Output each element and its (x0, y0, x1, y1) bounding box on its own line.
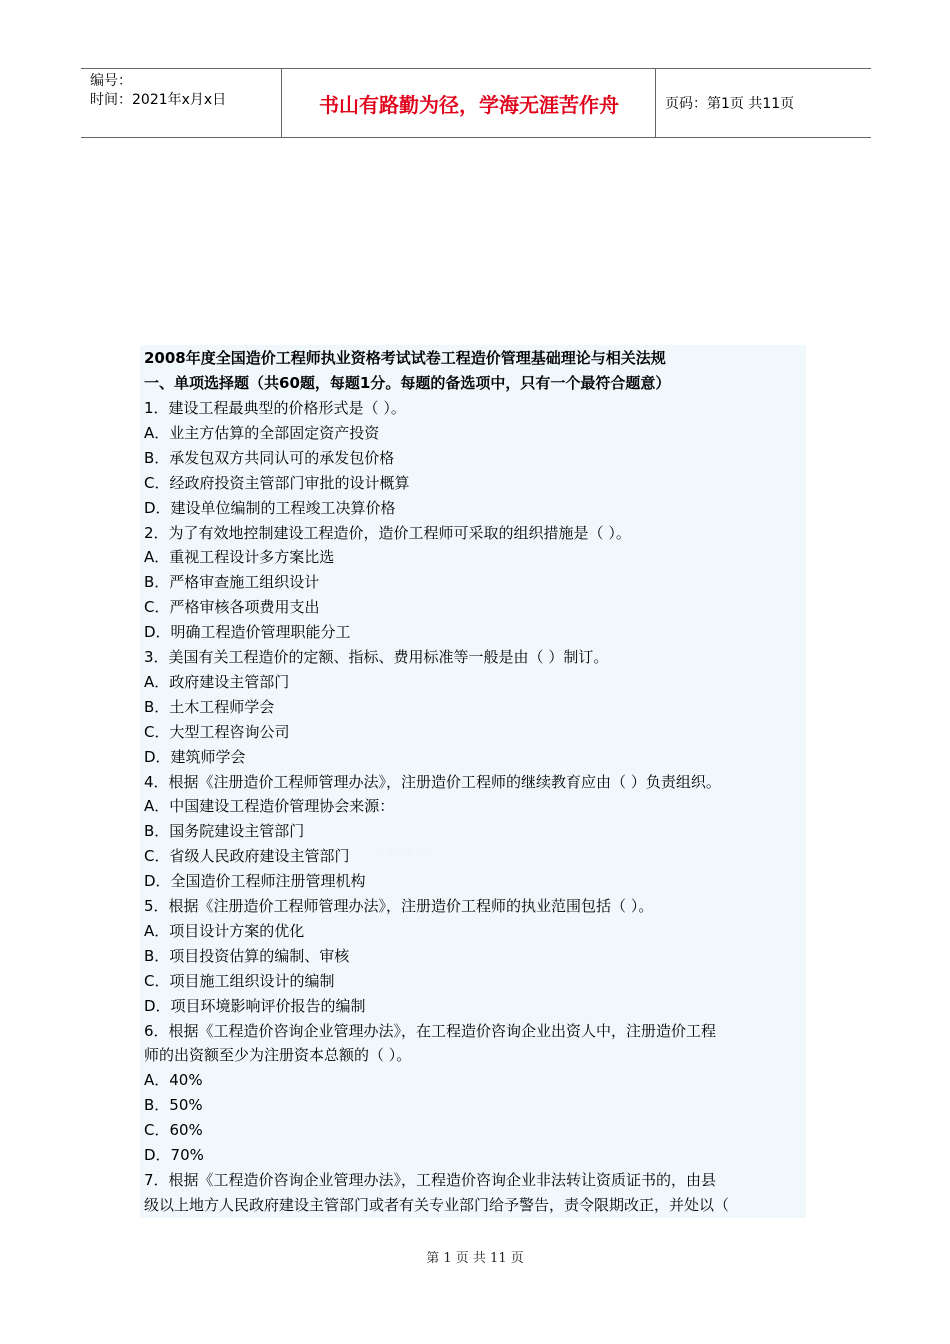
header-page-label: 页码：第1页 共11页 (665, 96, 795, 112)
document-line: D．70% (144, 1146, 204, 1164)
header-divider (281, 69, 282, 137)
document-line: A．项目设计方案的优化 (144, 921, 305, 940)
document-line: C．严格审核各项费用支出 (144, 598, 320, 617)
document-line: C．60% (144, 1121, 203, 1140)
document-line: D．项目环境影响评价报告的编制 (144, 996, 366, 1015)
header-left-cell (90, 72, 226, 110)
document-line: B．土木工程师学会 (144, 697, 275, 716)
document-line: A．重视工程设计多方案比选 (144, 548, 335, 567)
document-title: 2008年度全国造价工程师执业资格考试试卷工程造价管理基础理论与相关法规 (144, 349, 666, 367)
watermark: · · · · · · (380, 846, 429, 862)
document-line: B．承发包双方共同认可的承发包价格 (144, 448, 395, 467)
document-line: 4．根据《注册造价工程师管理办法》，注册造价工程师的继续教育应由（ ）负责组织。 (144, 772, 721, 791)
document-line: A．业主方估算的全部固定资产投资 (144, 423, 380, 442)
document-line: B．国务院建设主管部门 (144, 822, 305, 841)
document-line: 6．根据《工程造价咨询企业管理办法》，在工程造价咨询企业出资人中，注册造价工程 (144, 1021, 717, 1040)
document-line: D．明确工程造价管理职能分工 (144, 623, 351, 642)
document-line: A．政府建设主管部门 (144, 672, 290, 691)
document-line: 师的出资额至少为注册资本总额的（ ）。 (144, 1046, 412, 1065)
document-line: C．大型工程咨询公司 (144, 722, 290, 741)
document-line: B．项目投资估算的编制、审核 (144, 946, 350, 965)
page-footer: 第 1 页 共 11 页 (426, 1251, 524, 1266)
document-line: D．建筑师学会 (144, 747, 246, 766)
document-line: A．40% (144, 1071, 203, 1090)
document-line: 3．美国有关工程造价的定额、指标、费用标准等一般是由（ ）制订。 (144, 648, 609, 666)
header-divider (655, 69, 656, 137)
page-header (81, 68, 871, 138)
document-line: C．省级人民政府建设主管部门 (144, 847, 350, 866)
document-line: B．严格审查施工组织设计 (144, 573, 320, 592)
document-line: 5．根据《注册造价工程师管理办法》，注册造价工程师的执业范围包括（ ）。 (144, 897, 654, 915)
document-line: B．50% (144, 1096, 203, 1115)
document-line: 级以上地方人民政府建设主管部门或者有关专业部门给予警告，责令限期改正，并处以（ (144, 1195, 730, 1214)
section-heading: 一、单项选择题（共60题，每题1分。每题的备选项中，只有一个最符合题意） (144, 374, 671, 392)
document-line: 7．根据《工程造价咨询企业管理办法》，工程造价咨询企业非法转让资质证书的，由县 (144, 1170, 717, 1189)
number-label: 编号： (90, 73, 132, 89)
document-line: A．中国建设工程造价管理协会来源： (144, 797, 395, 816)
document-line: D．全国造价工程师注册管理机构 (144, 872, 366, 891)
document-line: 2．为了有效地控制建设工程造价，造价工程师可采取的组织措施是（ ）。 (144, 523, 631, 542)
document-line: D．建设单位编制的工程竣工决算价格 (144, 498, 396, 517)
time-label: 时间：2021年x月x日 (90, 92, 227, 108)
document-line: C．经政府投资主管部门审批的设计概算 (144, 473, 410, 492)
header-motto: 书山有路勤为径，学海无涯苦作舟 (319, 92, 619, 117)
document-line: 1．建设工程最典型的价格形式是（ ）。 (144, 399, 406, 417)
document-line: C．项目施工组织设计的编制 (144, 971, 335, 990)
